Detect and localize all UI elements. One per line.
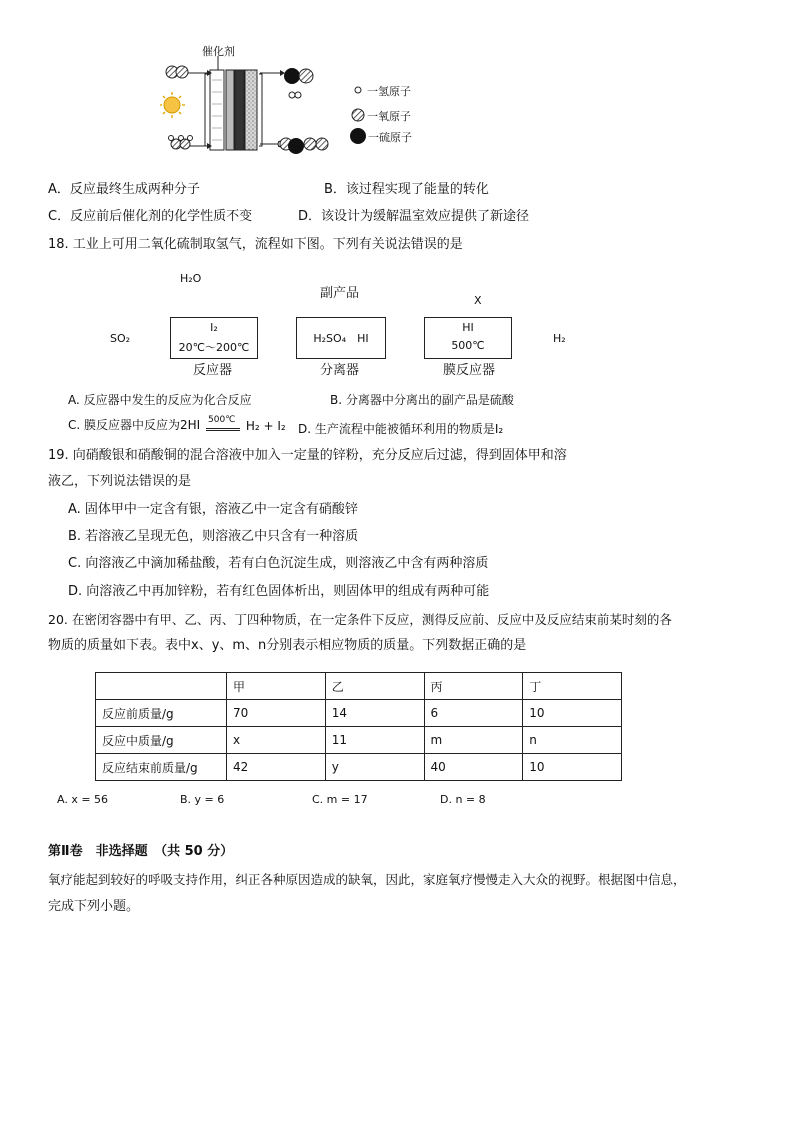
q19-stem-line2: 液乙，下列说法错误的是	[48, 474, 192, 489]
q18-stem: 18. 工业上可用二氧化硫制取氢气，流程如下图。下列有关说法错误的是	[48, 237, 463, 252]
legend-oxygen: 一氧原子	[367, 110, 411, 123]
q18-flow-diagram	[100, 265, 600, 385]
membrane-box	[424, 317, 512, 359]
q19-option-b: B. 若溶液乙呈现无色，则溶液乙中只含有一种溶质	[68, 529, 359, 544]
table-cell: 反应前质量/g	[96, 700, 227, 727]
table-header-cell: 乙	[325, 673, 424, 700]
legend-hydrogen: 一氢原子	[367, 85, 411, 98]
table-row	[96, 727, 622, 754]
q18-option-c-products: H₂ + I₂	[245, 419, 286, 433]
q20-option-c: C. m = 17	[312, 793, 368, 806]
reaction-condition-arrow	[206, 417, 240, 433]
q20-option-d: D. n = 8	[440, 793, 486, 806]
table-cell: 14	[325, 700, 424, 727]
reactor-reagent: I₂	[210, 321, 218, 334]
table-cell: y	[325, 754, 424, 781]
reactor-box	[170, 317, 258, 359]
part2-heading: 第Ⅱ卷 非选择题 （共 50 分）	[48, 844, 234, 859]
table-cell: 10	[523, 700, 622, 727]
q19-option-d: D. 向溶液乙中再加锌粉，若有红色固体析出，则固体甲的组成有两种可能	[68, 584, 490, 599]
q20-stem-line1: 20. 在密闭容器中有甲、乙、丙、丁四种物质，在一定条件下反应，测得反应前、反应中及反应结束前某时刻的各	[48, 612, 672, 627]
flow-x: X	[474, 294, 482, 307]
q17-option-b: B．该过程实现了能量的转化	[324, 182, 489, 197]
part2-intro-line2: 完成下列小题。	[48, 899, 140, 914]
table-cell: 40	[424, 754, 523, 781]
table-cell: 42	[227, 754, 326, 781]
flow-h2: H₂	[553, 332, 566, 345]
table-cell: x	[227, 727, 326, 754]
q19-stem-line1: 19. 向硝酸银和硝酸铜的混合溶液中加入一定量的锌粉，充分反应后过滤，得到固体甲和溶	[48, 448, 567, 463]
separator-contents: H₂SO₄ HI	[313, 332, 369, 345]
membrane-reagent: HI	[462, 321, 474, 334]
table-row	[96, 700, 622, 727]
table-cell: 10	[523, 754, 622, 781]
sun-icon	[160, 92, 185, 118]
mass-table	[95, 672, 622, 781]
q17-option-d: D．该设计为缓解温室效应提供了新途径	[298, 209, 530, 224]
flow-byproduct: 副产品	[320, 286, 360, 301]
reactor-label: 反应器	[193, 363, 233, 378]
q20-stem-line2: 物质的质量如下表。表中x、y、m、n分别表示相应物质的质量。下列数据正确的是	[48, 638, 527, 653]
catalyst-diagram	[160, 40, 430, 165]
q18-option-d: D. 生产流程中能被循环利用的物质是I₂	[298, 422, 504, 436]
q19-option-a: A. 固体甲中一定含有银，溶液乙中一定含有硝酸锌	[68, 502, 358, 517]
membrane-label: 膜反应器	[443, 363, 496, 378]
q19-option-c: C. 向溶液乙中滴加稀盐酸，若有白色沉淀生成，则溶液乙中含有两种溶质	[68, 556, 489, 571]
reactor-temperature: 20℃～200℃	[178, 341, 250, 354]
table-header-cell: 丙	[424, 673, 523, 700]
flow-so2: SO₂	[110, 332, 131, 345]
table-cell: 6	[424, 700, 523, 727]
table-cell: 11	[325, 727, 424, 754]
table-header-cell: 丁	[523, 673, 622, 700]
reaction-condition: 500℃	[208, 415, 236, 425]
q17-option-a: A．反应最终生成两种分子	[48, 182, 200, 197]
part2-intro-line1: 氧疗能起到较好的呼吸支持作用，纠正各种原因造成的缺氧，因此，家庭氧疗慢慢走入大众的视野。根据图中信息，	[48, 872, 686, 887]
q18-option-b: B. 分离器中分离出的副产品是硫酸	[330, 393, 514, 407]
flow-water: H₂O	[180, 272, 202, 285]
legend-sulfur: 一硫原子	[368, 131, 412, 144]
table-cell: 反应结束前质量/g	[96, 754, 227, 781]
table-cell: 反应中质量/g	[96, 727, 227, 754]
table-cell: 70	[227, 700, 326, 727]
table-cell: m	[424, 727, 523, 754]
catalyst-label: 催化剂	[202, 45, 235, 58]
separator-label: 分离器	[320, 363, 360, 378]
q18-option-a: A. 反应器中发生的反应为化合反应	[68, 393, 252, 407]
q20-option-b: B. y = 6	[180, 793, 225, 806]
membrane-temperature: 500℃	[451, 339, 485, 352]
separator-box	[296, 317, 386, 359]
catalyst-reactor-illustration	[160, 40, 430, 165]
q18-option-c-text: C. 膜反应器中反应为2HI	[68, 418, 201, 432]
table-header-cell	[96, 673, 227, 700]
q20-option-a: A. x = 56	[57, 793, 109, 806]
table-header-cell: 甲	[227, 673, 326, 700]
q18-option-c	[68, 416, 286, 440]
table-row	[96, 754, 622, 781]
table-header-row	[96, 673, 622, 700]
q17-option-c: C．反应前后催化剂的化学性质不变	[48, 209, 253, 224]
table-cell: n	[523, 727, 622, 754]
